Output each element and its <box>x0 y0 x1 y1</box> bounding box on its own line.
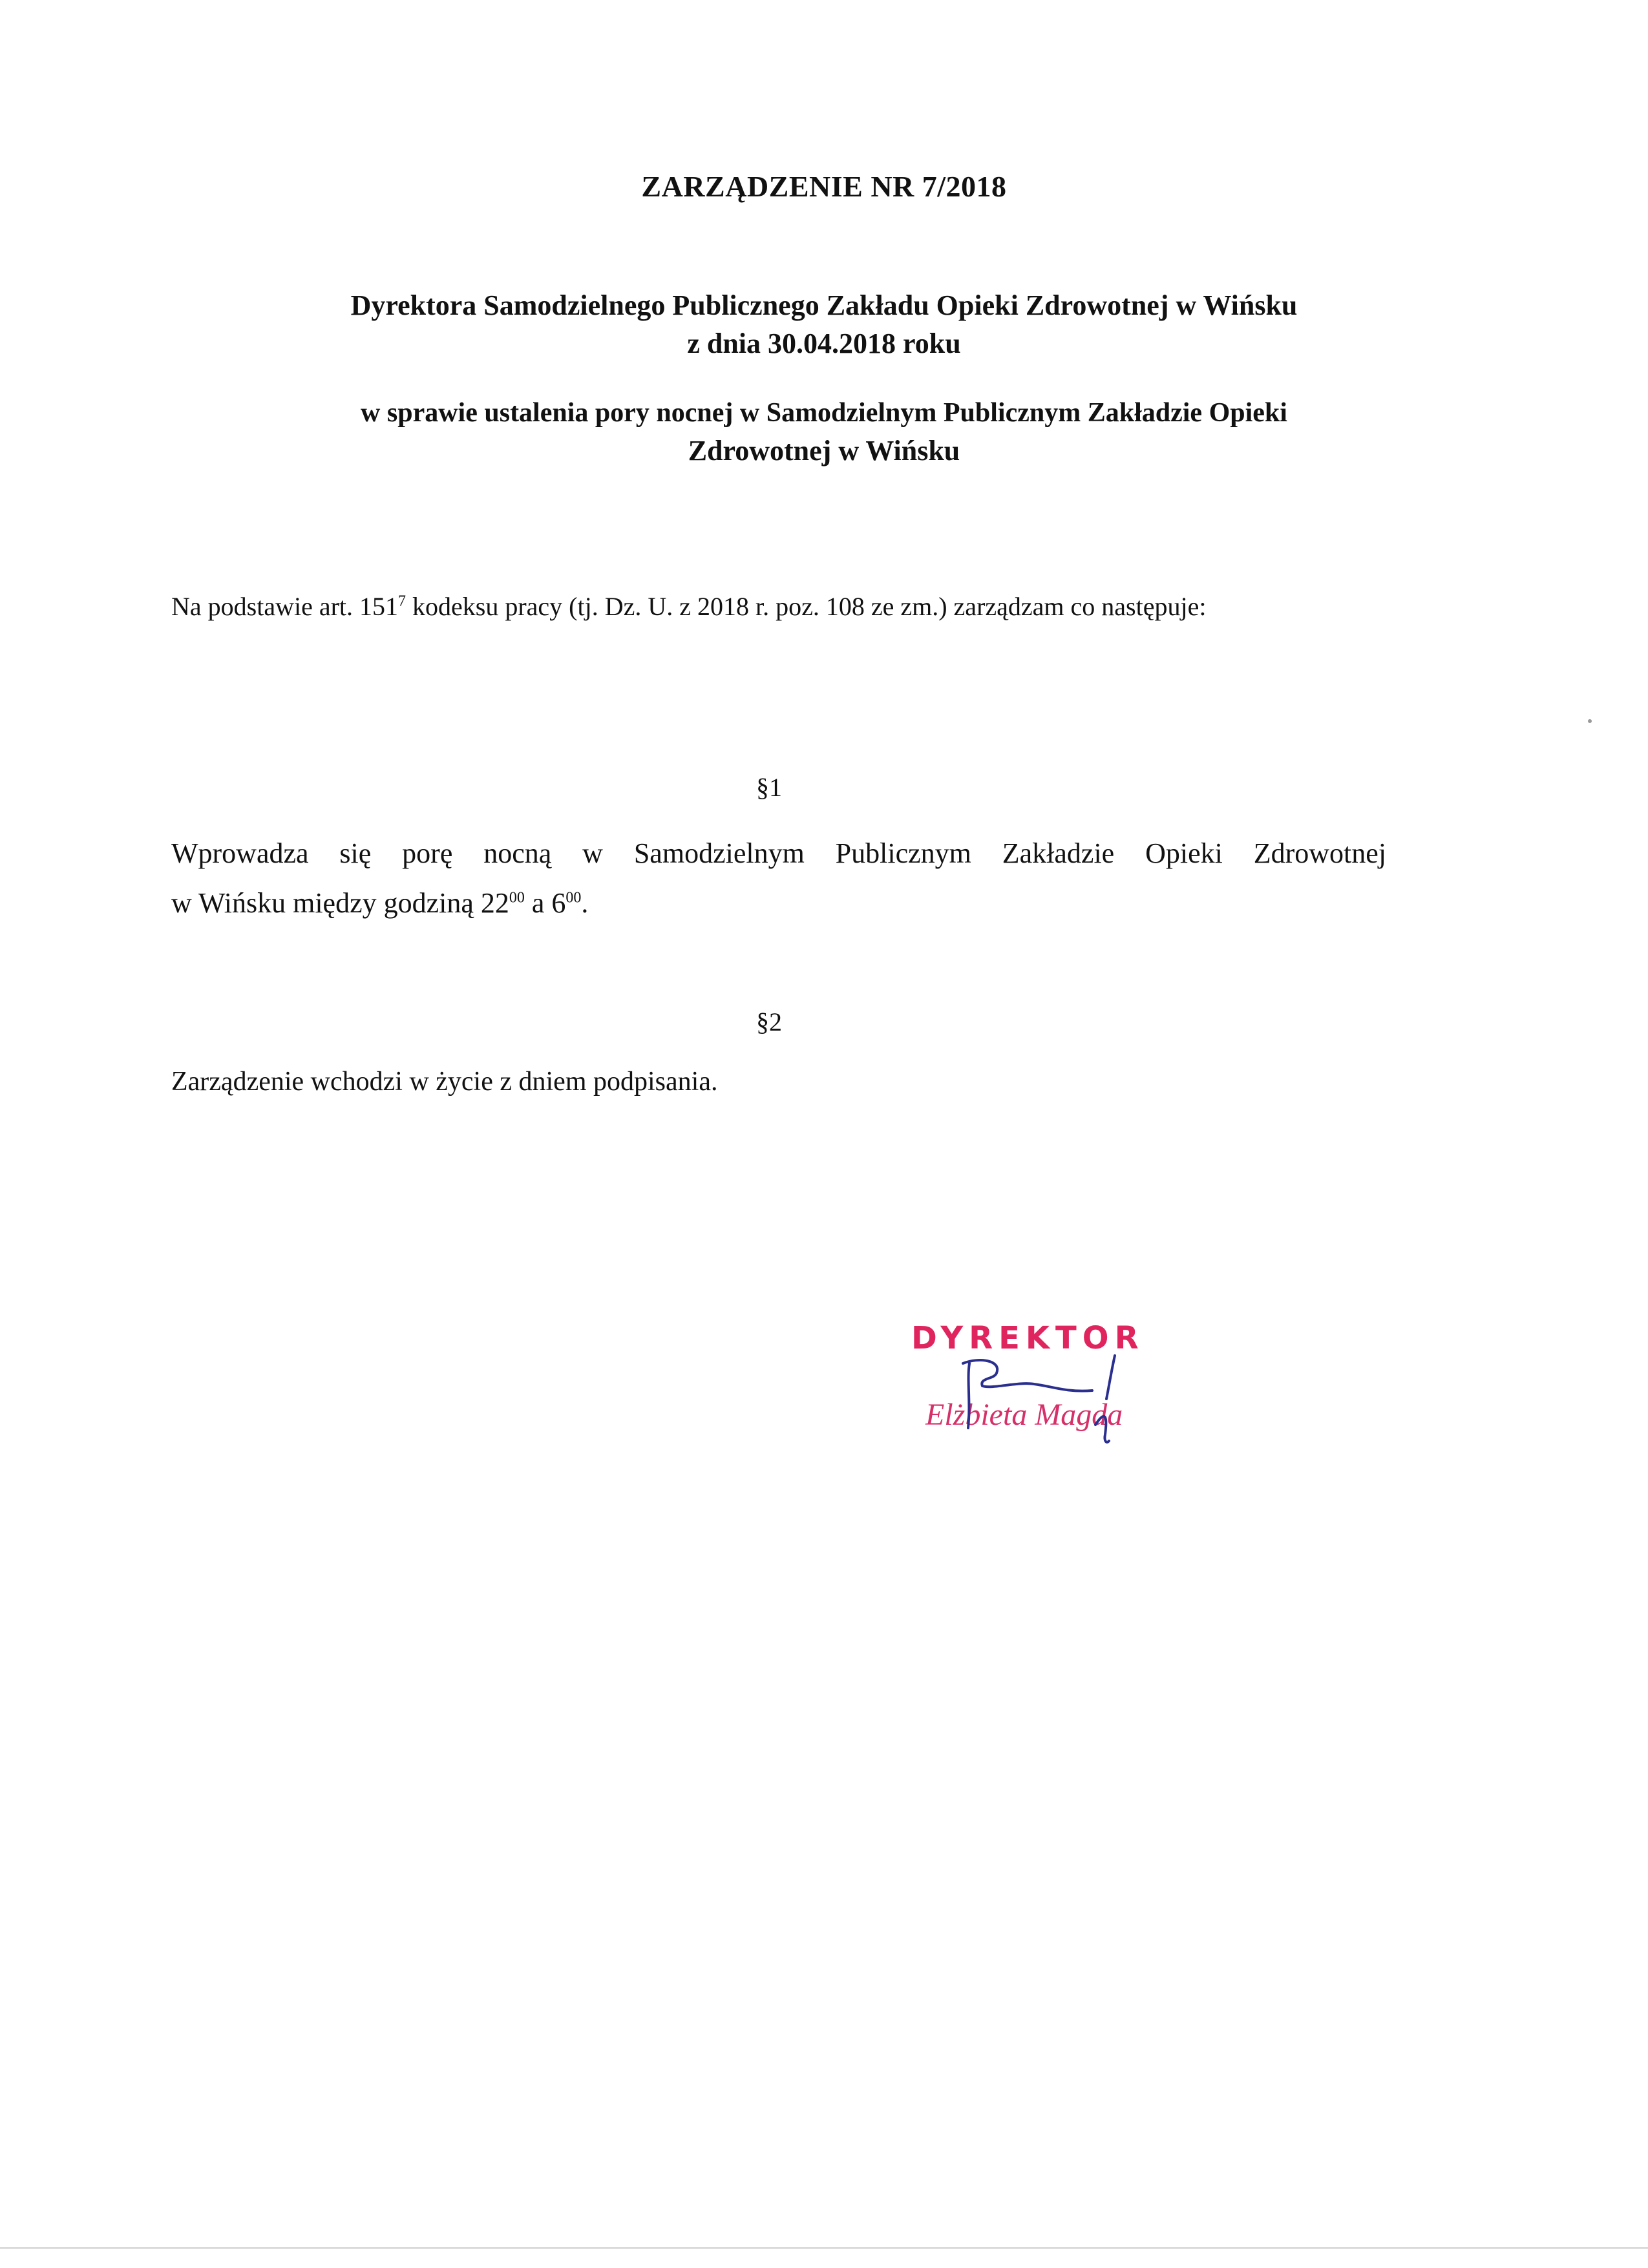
section-2-mark: §2 <box>756 1007 782 1036</box>
section-1-line-1: Wprowadza się porę nocną w Samodzielnym Publicznym Zakładzie Opieki Zdrowotnej <box>171 837 1386 869</box>
document-title: ZARZĄDZENIE NR 7/2018 <box>641 170 1007 203</box>
issuer-line: Dyrektora Samodzielnego Publicznego Zakładu Opieki Zdrowotnej w Wińsku <box>350 289 1298 321</box>
page-bottom-edge <box>0 2247 1648 2249</box>
legal-basis <box>171 591 1206 622</box>
section-1-text-a: w Wińsku między godziną 22 <box>171 887 509 919</box>
issue-date-line: z dnia 30.04.2018 roku <box>687 328 961 359</box>
section-1-mark: §1 <box>756 773 782 802</box>
hour-start-minutes: 00 <box>509 889 525 907</box>
section-2-text: Zarządzenie wchodzi w życie z dniem podpisania. <box>171 1067 718 1097</box>
legal-basis-superscript: 7 <box>398 593 407 610</box>
stamp-title: DYREKTOR <box>911 1320 1145 1356</box>
section-1-text-b: a 6 <box>524 887 566 919</box>
subject-line-2: Zdrowotnej w Wińsku <box>688 435 960 467</box>
stamp-name: Elżbieta Magda <box>925 1398 1123 1432</box>
legal-basis-start: Na podstawie art. 151 <box>171 592 399 621</box>
hour-end-minutes: 00 <box>565 889 582 907</box>
subject-line-1: w sprawie ustalenia pory nocnej w Samodzielnym Publicznym Zakładzie Opieki <box>361 398 1287 428</box>
handwritten-signature <box>956 1350 1170 1447</box>
section-1-text-c: . <box>581 887 589 919</box>
section-1-line-2 <box>171 887 588 919</box>
legal-basis-end: kodeksu pracy (tj. Dz. U. z 2018 r. poz. 108 ze zm.) zarządzam co następuje: <box>406 592 1207 621</box>
scan-speck <box>1588 719 1592 723</box>
